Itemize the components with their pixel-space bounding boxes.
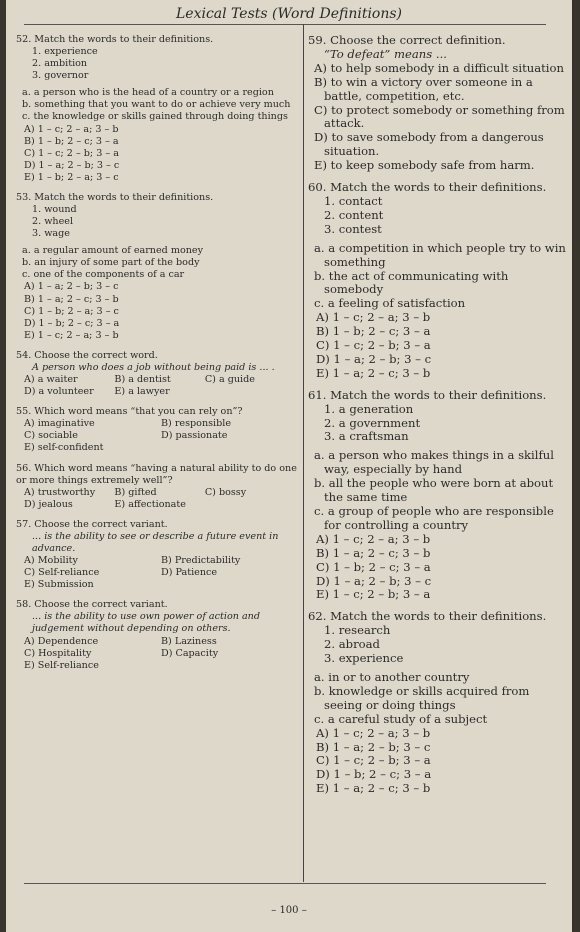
answer-option[interactable]: B) responsible <box>161 418 232 430</box>
answer-option[interactable]: E) 1 – a; 2 – c; 3 – b <box>316 365 431 380</box>
answer-option[interactable]: C) 1 – c; 2 – b; 3 – a <box>316 753 431 768</box>
question-53 <box>16 192 298 342</box>
question-title: 56. Which word means “having a natural ability to do one or more things extremely well”? <box>16 462 297 486</box>
question-title: 54. Choose the correct word. <box>16 349 158 361</box>
answer-option[interactable]: E) 1 – c; 2 – a; 3 – b <box>24 329 119 341</box>
definition-item: b. knowledge or skills acquired from seeing or doing things <box>314 683 530 712</box>
question-title: 55. Which word means “that you can rely on”? <box>16 406 243 418</box>
word-item: 2. a government <box>324 415 421 430</box>
word-item: 2. ambition <box>32 58 88 70</box>
answer-option[interactable]: D) 1 – a; 2 – b; 3 – c <box>316 351 432 366</box>
answer-option[interactable]: B) Predictability <box>161 555 241 567</box>
word-item: 2. abroad <box>324 637 380 652</box>
answer-option[interactable]: E) to keep somebody safe from harm. <box>314 158 535 173</box>
answer-option[interactable]: A) 1 – c; 2 – a; 3 – b <box>316 531 431 546</box>
answer-option[interactable]: E) 1 – c; 2 – b; 3 – a <box>316 587 431 602</box>
definition-item: a. a person who is the head of a country or a region <box>22 87 274 99</box>
answer-option[interactable]: C) 1 – c; 2 – b; 3 – a <box>316 338 431 353</box>
page-header: Lexical Tests (Word Definitions) <box>175 6 403 22</box>
answer-option[interactable]: B) Laziness <box>161 635 217 647</box>
definition-item: a. a person who makes things in a skilful way, especially by hand <box>314 448 554 477</box>
answer-option[interactable]: E) 1 – a; 2 – c; 3 – b <box>316 781 431 796</box>
question-title: 57. Choose the correct variant. <box>16 518 168 530</box>
definition-item: a. a regular amount of earned money <box>22 245 204 257</box>
question-62 <box>308 610 566 796</box>
answer-option[interactable]: C) bossy <box>204 486 247 498</box>
definition-item: c. a group of people who are responsible for controlling a country <box>314 504 554 532</box>
definition-item: c. a careful study of a subject <box>314 711 488 726</box>
question-title: 58. Choose the correct variant. <box>16 599 168 611</box>
question-sentence: ... is the ability to use own power of action and judgement without depending on others. <box>32 611 260 635</box>
word-item: 1. wound <box>32 204 77 216</box>
answer-option[interactable]: E) Submission <box>24 579 94 591</box>
answer-option[interactable]: C) Hospitality <box>24 647 92 659</box>
answer-option[interactable]: C) 1 – c; 2 – b; 3 – a <box>24 147 119 159</box>
word-item: 3. wage <box>32 228 70 240</box>
answer-option[interactable]: E) affectionate <box>114 498 186 510</box>
answer-option[interactable]: C) 1 – b; 2 – c; 3 – a <box>316 559 431 574</box>
left-column <box>16 34 298 680</box>
answer-option[interactable]: D) Capacity <box>161 647 219 659</box>
question-54 <box>16 350 298 398</box>
answer-option[interactable]: C) 1 – b; 2 – a; 3 – c <box>24 305 119 317</box>
answer-option[interactable]: E) Self-reliance <box>24 659 99 671</box>
answer-option[interactable]: C) Self-reliance <box>24 567 100 579</box>
textbook-page <box>6 0 572 932</box>
question-title: 62. Match the words to their definitions. <box>308 609 547 624</box>
word-item: 2. content <box>324 207 384 222</box>
answer-option[interactable]: D) 1 – b; 2 – c; 3 – a <box>24 317 120 329</box>
answer-option[interactable]: C) sociable <box>24 430 78 442</box>
answer-option[interactable]: D) 1 – b; 2 – c; 3 – a <box>316 767 432 782</box>
answer-option[interactable]: D) jealous <box>24 498 73 510</box>
answer-option[interactable]: D) Patience <box>161 567 218 579</box>
answer-option[interactable]: A) Dependence <box>24 635 99 647</box>
answer-option[interactable]: B) 1 – a; 2 – c; 3 – b <box>24 293 119 305</box>
question-sentence: A person who does a job without being paid is ... . <box>32 361 275 373</box>
definition-item: c. one of the components of a car <box>22 269 185 281</box>
question-52 <box>16 34 298 184</box>
question-58 <box>16 599 298 671</box>
word-item: 1. a generation <box>324 401 414 416</box>
definition-item: b. the act of communicating with somebody <box>314 268 509 297</box>
answer-option[interactable]: B) 1 – a; 2 – b; 3 – c <box>316 739 431 754</box>
answer-option[interactable]: D) passionate <box>161 430 228 442</box>
definition-item: a. in or to another country <box>314 669 470 684</box>
definition-item: b. an injury of some part of the body <box>22 257 200 269</box>
word-item: 3. a craftsman <box>324 429 409 444</box>
question-title: 59. Choose the correct definition. <box>308 33 506 47</box>
question-57 <box>16 519 298 591</box>
word-item: 1. research <box>324 623 391 638</box>
answer-option[interactable]: E) 1 – b; 2 – a; 3 – c <box>24 171 119 183</box>
column-divider <box>303 24 304 882</box>
answer-option[interactable]: B) 1 – b; 2 – c; 3 – a <box>316 324 431 339</box>
answer-option[interactable]: D) to save somebody from a dangerous situation. <box>314 130 544 159</box>
definition-item: c. a feeling of satisfaction <box>314 296 466 311</box>
answer-option[interactable]: E) self-confident <box>24 442 104 454</box>
definition-item: a. a competition in which people try to win something <box>314 240 566 269</box>
word-item: 3. contest <box>324 221 382 236</box>
answer-option[interactable]: A) to help somebody in a difficult situation <box>314 60 564 75</box>
answer-option[interactable]: A) 1 – c; 2 – a; 3 – b <box>24 123 119 135</box>
answer-option[interactable]: A) trustworthy <box>24 486 96 498</box>
answer-option[interactable]: A) 1 – c; 2 – a; 3 – b <box>316 310 431 325</box>
word-item: 3. experience <box>324 651 404 666</box>
answer-option[interactable]: A) imaginative <box>24 418 95 430</box>
answer-option[interactable]: B) gifted <box>114 486 157 498</box>
answer-option[interactable]: D) a volunteer <box>24 386 94 398</box>
answer-option[interactable]: C) to protect somebody or something from attack. <box>314 102 565 131</box>
answer-option[interactable]: C) a guide <box>204 374 255 386</box>
word-item: 1. experience <box>32 46 98 58</box>
answer-option[interactable]: B) 1 – b; 2 – c; 3 – a <box>24 135 119 147</box>
header-rule <box>24 24 546 25</box>
word-item: 2. wheel <box>32 216 74 228</box>
question-59 <box>308 34 566 173</box>
answer-option[interactable]: D) 1 – a; 2 – b; 3 – c <box>24 159 120 171</box>
answer-option[interactable]: D) 1 – a; 2 – b; 3 – c <box>316 573 432 588</box>
question-title: 53. Match the words to their definitions. <box>16 191 214 203</box>
answer-option[interactable]: A) a waiter <box>24 374 78 386</box>
definition-item: b. something that you want to do or achieve very much <box>22 99 291 111</box>
question-55 <box>16 406 298 454</box>
question-sentence: ... is the ability to see or describe a future event in advance. <box>32 530 279 554</box>
question-title: 52. Match the words to their definitions. <box>16 34 214 45</box>
question-61 <box>308 389 566 603</box>
right-column <box>308 34 566 804</box>
answer-option[interactable]: A) 1 – a; 2 – b; 3 – c <box>24 281 119 293</box>
page-number: – 100 – <box>271 905 307 916</box>
answer-option[interactable]: A) Mobility <box>24 555 78 567</box>
answer-option[interactable]: B) 1 – a; 2 – c; 3 – b <box>316 545 431 560</box>
question-title: 61. Match the words to their definitions. <box>308 387 547 402</box>
answer-option[interactable]: B) a dentist <box>114 374 171 386</box>
word-item: 3. governor <box>32 70 89 82</box>
question-56 <box>16 463 298 511</box>
footer-rule <box>24 883 546 884</box>
answer-option[interactable]: E) a lawyer <box>114 386 170 398</box>
question-sentence: “To defeat” means ... <box>324 46 447 61</box>
answer-option[interactable]: B) to win a victory over someone in a battle, competition, etc. <box>314 74 533 103</box>
definition-item: b. all the people who were born at about the same time <box>314 476 554 505</box>
question-title: 60. Match the words to their definitions. <box>308 180 547 195</box>
word-item: 1. contact <box>324 193 383 208</box>
answer-option[interactable]: A) 1 – c; 2 – a; 3 – b <box>316 725 431 740</box>
definition-item: c. the knowledge or skills gained through doing things <box>22 111 288 123</box>
question-60 <box>308 181 566 381</box>
